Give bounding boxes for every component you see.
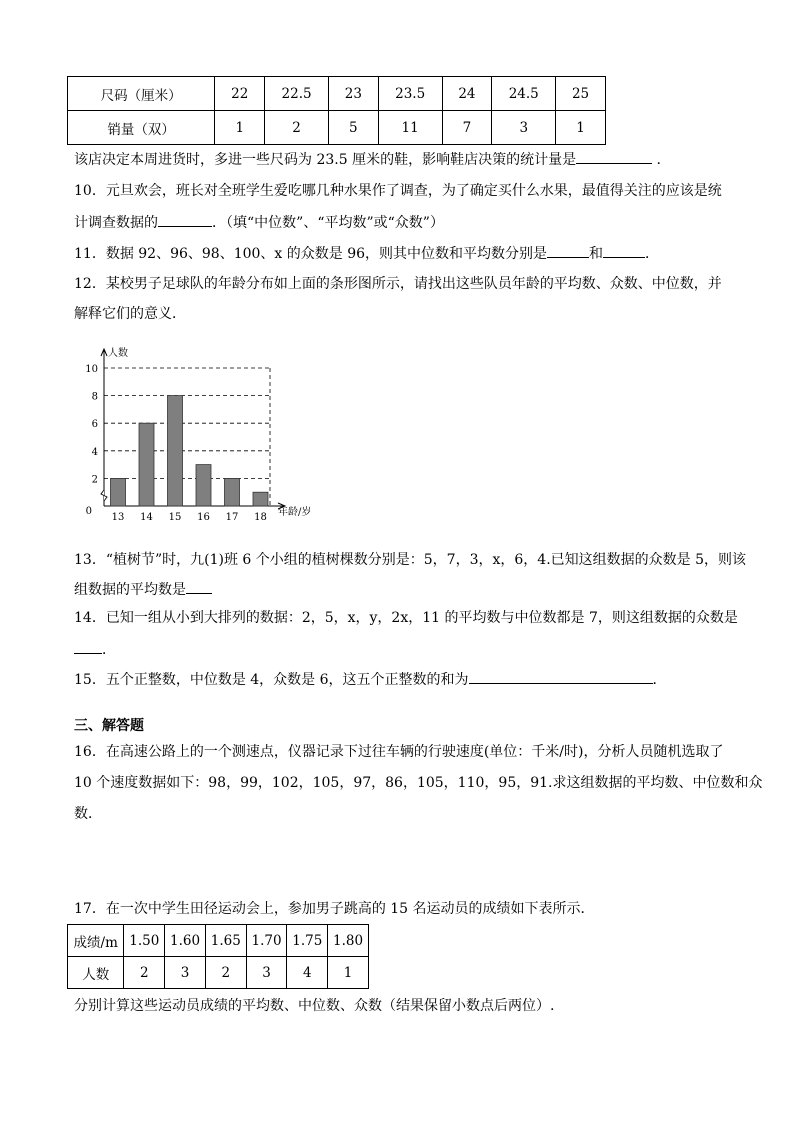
punctuation: ．: [645, 246, 660, 262]
question-10-line-2: [74, 211, 444, 233]
answer-blank[interactable]: [469, 668, 653, 684]
x-tick-label: 18: [254, 512, 267, 523]
x-tick-label: 14: [140, 512, 153, 523]
answer-blank[interactable]: [603, 242, 645, 258]
high-jump-table: [67, 924, 369, 989]
x-axis-label: 年龄/岁: [278, 507, 312, 518]
question-text: 该店决定本周进货时，多进一些尺码为 23.5 厘米的鞋，影响鞋店决策的统计量是: [74, 152, 577, 168]
question-text: 组数据的平均数是: [74, 582, 186, 598]
y-tick-label: 4: [91, 446, 98, 458]
table-cell: 1.80: [328, 925, 369, 957]
x-tick-label: 16: [197, 512, 210, 523]
question-text: ．（填“中位数”、“平均数”或“众数”）: [212, 215, 444, 231]
table-cell: 1: [328, 957, 369, 989]
question-14-line-2: [74, 638, 116, 660]
table-cell: 3: [246, 957, 287, 989]
question-text: 15．五个正整数，中位数是 4，众数是 6，这五个正整数的和为: [74, 672, 469, 688]
bar: [253, 492, 268, 506]
table-cell: 2: [124, 957, 165, 989]
table-cell: 24.5: [492, 77, 556, 111]
punctuation: ．: [102, 642, 116, 658]
y-tick-label: 0: [85, 506, 92, 517]
table-cell: 1: [556, 111, 606, 145]
section-heading: 三、解答题: [74, 718, 144, 734]
answer-blank[interactable]: [158, 211, 212, 227]
question-9-line: [74, 148, 661, 170]
axis-break-mark: [101, 490, 107, 501]
table-header-cell: 尺码（厘米）: [68, 77, 215, 111]
question-15-line: [74, 668, 667, 690]
answer-blank[interactable]: [576, 148, 652, 164]
question-17-line: 17．在一次中学生田径运动会上，参加男子跳高的 15 名运动员的成绩如下表所示．: [74, 901, 595, 917]
question-17-instruction: 分别计算这些运动员成绩的平均数、中位数、众数（结果保留小数点后两位）.: [74, 998, 555, 1014]
table-cell: 4: [287, 957, 328, 989]
question-13-line-2: [74, 578, 212, 600]
question-16-line-1: 16．在高速公路上的一个测速点，仪器记录下过往车辆的行驶速度(单位：千米/时)，分析人员随机选取了: [74, 744, 724, 760]
table-cell: 1.75: [287, 925, 328, 957]
table-cell: 5: [328, 111, 378, 145]
punctuation: .: [656, 152, 661, 168]
table-cell: 3: [165, 957, 206, 989]
table-header-cell: 成绩/m: [68, 925, 124, 957]
table-cell: 22: [215, 77, 265, 111]
question-16-line-3: 数．: [74, 806, 102, 822]
shoe-size-table: [67, 76, 606, 145]
bar: [139, 423, 154, 506]
table-cell: 7: [442, 111, 492, 145]
table-cell: 2: [205, 957, 246, 989]
question-10-line-1: 10．元旦欢会，班长对全班学生爱吃哪几种水果作了调查，为了确定买什么水果，最值得关注的应该是统: [74, 183, 722, 199]
y-tick-label: 6: [91, 419, 98, 431]
punctuation: ．: [652, 672, 667, 688]
y-tick-label: 8: [91, 391, 98, 403]
bar: [196, 465, 211, 506]
table-cell: 23: [328, 77, 378, 111]
question-text: 11．数据 92、96、98、100、x 的众数是 96，则其中位数和平均数分别是: [74, 246, 548, 262]
table-cell: 1.50: [124, 925, 165, 957]
question-14-line-1: 14．已知一组从小到大排列的数据：2，5，x，y，2x，11 的平均数与中位数都是 7，则这组数据的众数是: [74, 610, 738, 626]
answer-blank[interactable]: [186, 578, 212, 594]
table-header-cell: 人数: [68, 957, 124, 989]
y-tick-label: 2: [91, 474, 98, 486]
bar: [111, 478, 126, 506]
question-text: 计调查数据的: [74, 215, 158, 231]
table-cell: 22.5: [265, 77, 329, 111]
age-bar-chart: [74, 338, 334, 528]
table-cell: 24: [442, 77, 492, 111]
table-cell: 2: [265, 111, 329, 145]
table-cell: 1.60: [165, 925, 206, 957]
x-tick-label: 17: [225, 512, 239, 523]
question-16-line-2: 10 个速度数据如下：98，99，102，105，97，86，105，110，95，91.求这组数据的平均数、中位数和众: [74, 775, 763, 791]
table-cell: 23.5: [378, 77, 442, 111]
bar: [168, 396, 183, 506]
y-tick-label: 10: [85, 364, 98, 375]
bar: [225, 478, 240, 506]
question-13-line-1: 13．“植树节”时，九(1)班 6 个小组的植树棵数分别是：5，7，3，x，6，4.已知这组数据的众数是 5，则该: [74, 552, 747, 568]
x-tick-label: 13: [111, 512, 125, 523]
question-text: 和: [589, 246, 604, 262]
y-axis-label: 人数: [108, 348, 128, 359]
table-cell: 1.70: [246, 925, 287, 957]
table-cell: 1.65: [205, 925, 246, 957]
table-cell: 25: [556, 77, 606, 111]
question-11-line: [74, 242, 659, 264]
question-12-line-1: 12．某校男子足球队的年龄分布如上面的条形图所示，请找出这些队员年龄的平均数、众数、中位数，并: [74, 276, 722, 292]
question-12-line-2: 解释它们的意义．: [74, 306, 186, 322]
x-tick-label: 15: [168, 512, 182, 523]
table-cell: 11: [378, 111, 442, 145]
answer-blank[interactable]: [74, 638, 102, 654]
answer-blank[interactable]: [547, 242, 589, 258]
table-cell: 1: [215, 111, 265, 145]
table-header-cell: 销量（双）: [68, 111, 215, 145]
table-cell: 3: [492, 111, 556, 145]
